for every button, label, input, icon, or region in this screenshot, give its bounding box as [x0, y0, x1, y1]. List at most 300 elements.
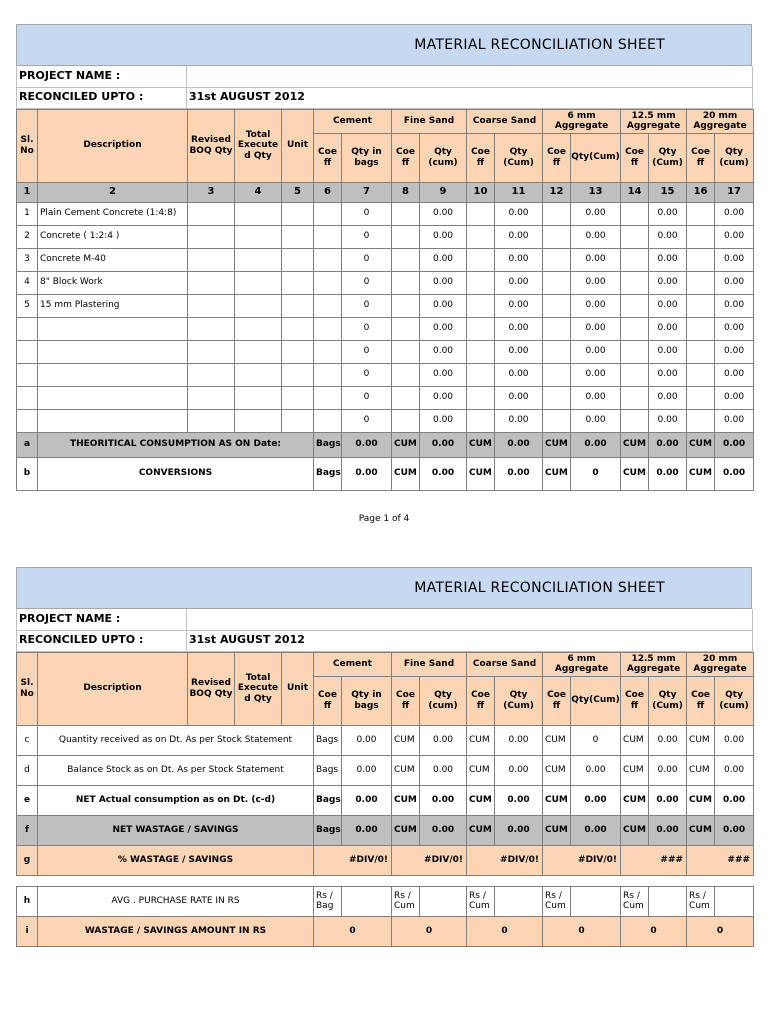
item-qty-coarse[interactable]: 0.00: [495, 386, 543, 409]
item-row: [17, 294, 754, 317]
description-header: Description: [38, 109, 188, 182]
summary-value[interactable]: 0.00: [571, 815, 621, 845]
item-coeff[interactable]: [621, 340, 649, 363]
item-coeff[interactable]: [314, 294, 342, 317]
summary-value[interactable]: 0: [571, 457, 621, 490]
item-coeff[interactable]: [687, 294, 715, 317]
item-qty-agg12[interactable]: 0.00: [649, 317, 687, 340]
item-qty-fine[interactable]: 0.00: [420, 271, 467, 294]
summary-value[interactable]: ###: [687, 845, 754, 875]
item-coeff[interactable]: [543, 248, 571, 271]
item-qty-fine[interactable]: 0.00: [420, 409, 467, 432]
item-coeff[interactable]: [621, 225, 649, 248]
item-coeff[interactable]: [314, 340, 342, 363]
coeff-header: Coe ff: [314, 133, 342, 182]
item-total-executed[interactable]: [235, 271, 282, 294]
row-g-wastage-percent: [17, 845, 754, 875]
coeff-header: Coe ff: [621, 676, 649, 725]
column-number: 14: [621, 182, 649, 202]
item-description[interactable]: [38, 386, 188, 409]
item-row: [17, 271, 754, 294]
summary-unit: CUM: [392, 457, 420, 490]
item-revised-boq[interactable]: [188, 225, 235, 248]
item-qty-coarse[interactable]: 0.00: [495, 271, 543, 294]
coeff-header: Coe ff: [687, 676, 715, 725]
column-number: 7: [342, 182, 392, 202]
item-unit[interactable]: [282, 202, 314, 225]
fine-sand-header: Fine Sand: [392, 652, 467, 676]
summary-value[interactable]: 0.00: [571, 785, 621, 815]
item-qty-cement[interactable]: 0: [342, 225, 392, 248]
item-qty-agg12[interactable]: 0.00: [649, 294, 687, 317]
item-description[interactable]: [38, 340, 188, 363]
summary-unit: CUM: [543, 457, 571, 490]
item-coeff[interactable]: [467, 409, 495, 432]
item-qty-agg20[interactable]: 0.00: [715, 386, 754, 409]
item-coeff[interactable]: [543, 294, 571, 317]
item-unit[interactable]: [282, 386, 314, 409]
item-qty-agg6[interactable]: 0.00: [571, 317, 621, 340]
item-description[interactable]: Plain Cement Concrete (1:4:8): [38, 202, 188, 225]
summary-unit: CUM: [687, 815, 715, 845]
item-qty-coarse[interactable]: 0.00: [495, 340, 543, 363]
summary-value[interactable]: 0.00: [495, 815, 543, 845]
reconciled-upto-value[interactable]: 31st AUGUST 2012: [187, 630, 753, 651]
summary-value[interactable]: 0.00: [571, 755, 621, 785]
item-sl: [17, 409, 38, 432]
item-sl: [17, 363, 38, 386]
item-coeff[interactable]: [467, 340, 495, 363]
fine-sand-header: Fine Sand: [392, 109, 467, 133]
sheet-title-bar: [16, 567, 752, 609]
item-sl: [17, 386, 38, 409]
item-coeff[interactable]: [392, 317, 420, 340]
item-coeff[interactable]: [314, 202, 342, 225]
item-coeff[interactable]: [467, 248, 495, 271]
item-qty-fine[interactable]: 0.00: [420, 340, 467, 363]
reconciled-upto-label: RECONCILED UPTO :: [17, 630, 187, 651]
summary-value[interactable]: 0.00: [495, 785, 543, 815]
summary-value[interactable]: 0.00: [715, 815, 754, 845]
item-unit[interactable]: [282, 317, 314, 340]
summary-unit: Bags: [314, 815, 342, 845]
item-sl: 5: [17, 294, 38, 317]
summary-value[interactable]: 0.00: [420, 457, 467, 490]
coeff-header: Coe ff: [621, 133, 649, 182]
summary-value[interactable]: 0: [392, 916, 467, 946]
summary-value[interactable]: ###: [621, 845, 687, 875]
summary-value[interactable]: 0.00: [649, 755, 687, 785]
item-coeff[interactable]: [392, 409, 420, 432]
item-sl: 1: [17, 202, 38, 225]
item-coeff[interactable]: [314, 248, 342, 271]
column-number: 6: [314, 182, 342, 202]
description-header: Description: [38, 652, 188, 725]
item-coeff[interactable]: [314, 271, 342, 294]
summary-value[interactable]: 0.00: [420, 815, 467, 845]
item-qty-cement[interactable]: 0: [342, 271, 392, 294]
item-coeff[interactable]: [687, 225, 715, 248]
item-description[interactable]: [38, 363, 188, 386]
cement-header: Cement: [314, 652, 392, 676]
item-revised-boq[interactable]: [188, 202, 235, 225]
item-coeff[interactable]: [621, 248, 649, 271]
item-coeff[interactable]: [314, 363, 342, 386]
row-i-savings-amount: [17, 916, 754, 946]
item-coeff[interactable]: [543, 225, 571, 248]
summary-desc: NET WASTAGE / SAVINGS: [38, 815, 314, 845]
item-qty-agg6[interactable]: 0.00: [571, 202, 621, 225]
item-qty-coarse[interactable]: 0.00: [495, 202, 543, 225]
summary-value[interactable]: 0.00: [495, 457, 543, 490]
item-description[interactable]: Concrete M-40: [38, 248, 188, 271]
item-qty-agg6[interactable]: 0.00: [571, 271, 621, 294]
item-qty-agg12[interactable]: 0.00: [649, 363, 687, 386]
item-qty-agg12[interactable]: 0.00: [649, 340, 687, 363]
item-qty-agg20[interactable]: 0.00: [715, 294, 754, 317]
summary-value[interactable]: 0.00: [715, 755, 754, 785]
item-qty-coarse[interactable]: 0.00: [495, 294, 543, 317]
item-row: [17, 317, 754, 340]
rate-unit: Rs / Cum: [467, 886, 495, 916]
item-qty-agg6[interactable]: 0.00: [571, 225, 621, 248]
summary-value[interactable]: 0.00: [649, 457, 687, 490]
item-coeff[interactable]: [392, 271, 420, 294]
item-qty-agg6[interactable]: 0.00: [571, 363, 621, 386]
summary-row-a: [17, 432, 754, 457]
item-qty-fine[interactable]: 0.00: [420, 363, 467, 386]
unit-header: Unit: [282, 109, 314, 182]
item-qty-cement[interactable]: 0: [342, 294, 392, 317]
rate-unit: Rs / Cum: [543, 886, 571, 916]
item-row: [17, 386, 754, 409]
summary-desc: THEORITICAL CONSUMPTION AS ON Date:: [38, 432, 314, 457]
item-description[interactable]: 8" Block Work: [38, 271, 188, 294]
coeff-header: Coe ff: [543, 676, 571, 725]
summary-value[interactable]: 0.00: [342, 432, 392, 457]
summary-value[interactable]: 0: [543, 916, 621, 946]
summary-value[interactable]: 0.00: [715, 785, 754, 815]
summary-unit: CUM: [621, 815, 649, 845]
qty-header: Qty (Cum): [495, 676, 543, 725]
summary-value[interactable]: 0.00: [342, 815, 392, 845]
item-coeff[interactable]: [392, 225, 420, 248]
item-coeff[interactable]: [543, 409, 571, 432]
rate-value[interactable]: [342, 886, 392, 916]
summary-value[interactable]: 0.00: [420, 725, 467, 755]
item-coeff[interactable]: [392, 202, 420, 225]
qty-header: Qty (cum): [420, 676, 467, 725]
summary-unit: Bags: [314, 755, 342, 785]
item-coeff[interactable]: [314, 225, 342, 248]
summary-unit: CUM: [621, 457, 649, 490]
summary-value[interactable]: 0.00: [495, 755, 543, 785]
summary-value[interactable]: 0.00: [342, 785, 392, 815]
summary-unit: CUM: [392, 785, 420, 815]
item-total-executed[interactable]: [235, 202, 282, 225]
item-qty-agg6[interactable]: 0.00: [571, 294, 621, 317]
summary-value[interactable]: 0.00: [715, 457, 754, 490]
summary-value[interactable]: #DIV/0!: [314, 845, 392, 875]
coarse-sand-header: Coarse Sand: [467, 109, 543, 133]
summary-value[interactable]: #DIV/0!: [392, 845, 467, 875]
sl-no-header: Sl. No: [17, 652, 38, 725]
item-revised-boq[interactable]: [188, 317, 235, 340]
summary-value[interactable]: 0.00: [649, 785, 687, 815]
item-unit[interactable]: [282, 363, 314, 386]
summary-value[interactable]: 0: [571, 725, 621, 755]
item-revised-boq[interactable]: [188, 294, 235, 317]
item-coeff[interactable]: [621, 409, 649, 432]
coarse-sand-header: Coarse Sand: [467, 652, 543, 676]
item-qty-coarse[interactable]: 0.00: [495, 317, 543, 340]
rate-value[interactable]: [649, 886, 687, 916]
item-qty-agg12[interactable]: 0.00: [649, 386, 687, 409]
item-qty-fine[interactable]: 0.00: [420, 317, 467, 340]
summary-value[interactable]: 0.00: [420, 755, 467, 785]
summary-unit: CUM: [687, 725, 715, 755]
item-coeff[interactable]: [621, 294, 649, 317]
summary-value[interactable]: 0.00: [649, 725, 687, 755]
summary-value[interactable]: 0.00: [342, 457, 392, 490]
item-qty-agg6[interactable]: 0.00: [571, 340, 621, 363]
item-coeff[interactable]: [392, 363, 420, 386]
item-description[interactable]: [38, 409, 188, 432]
item-unit[interactable]: [282, 225, 314, 248]
item-coeff[interactable]: [467, 225, 495, 248]
item-coeff[interactable]: [621, 271, 649, 294]
item-coeff[interactable]: [687, 340, 715, 363]
item-qty-fine[interactable]: 0.00: [420, 225, 467, 248]
item-total-executed[interactable]: [235, 248, 282, 271]
summary-unit: CUM: [621, 755, 649, 785]
item-unit[interactable]: [282, 409, 314, 432]
item-qty-agg12[interactable]: 0.00: [649, 248, 687, 271]
item-coeff[interactable]: [687, 248, 715, 271]
item-qty-agg20[interactable]: 0.00: [715, 409, 754, 432]
item-coeff[interactable]: [392, 248, 420, 271]
item-qty-coarse[interactable]: 0.00: [495, 225, 543, 248]
item-coeff[interactable]: [392, 340, 420, 363]
item-total-executed[interactable]: [235, 386, 282, 409]
item-revised-boq[interactable]: [188, 248, 235, 271]
item-description[interactable]: Concrete ( 1:2:4 ): [38, 225, 188, 248]
summary-value[interactable]: 0.00: [715, 725, 754, 755]
item-coeff[interactable]: [314, 386, 342, 409]
item-total-executed[interactable]: [235, 363, 282, 386]
project-name-value[interactable]: [187, 609, 753, 630]
summary-value[interactable]: 0.00: [495, 432, 543, 457]
item-sl: 3: [17, 248, 38, 271]
item-qty-cement[interactable]: 0: [342, 248, 392, 271]
item-coeff[interactable]: [687, 409, 715, 432]
item-coeff[interactable]: [543, 386, 571, 409]
project-name-value[interactable]: [187, 66, 753, 87]
item-qty-fine[interactable]: 0.00: [420, 248, 467, 271]
project-info-table: [16, 609, 753, 652]
summary-value[interactable]: #DIV/0!: [467, 845, 543, 875]
item-coeff[interactable]: [467, 363, 495, 386]
item-revised-boq[interactable]: [188, 409, 235, 432]
item-coeff[interactable]: [467, 202, 495, 225]
reconciled-upto-value[interactable]: 31st AUGUST 2012: [187, 87, 753, 108]
summary-value[interactable]: 0.00: [571, 432, 621, 457]
item-qty-cement[interactable]: 0: [342, 386, 392, 409]
item-coeff[interactable]: [621, 202, 649, 225]
summary-value[interactable]: 0: [687, 916, 754, 946]
qty-header: Qty (Cum): [495, 133, 543, 182]
item-unit[interactable]: [282, 340, 314, 363]
item-qty-coarse[interactable]: 0.00: [495, 409, 543, 432]
qty-header: Qty(Cum): [571, 676, 621, 725]
summary-sl: c: [17, 725, 38, 755]
qty-header: Qty (cum): [715, 676, 754, 725]
qty-header: Qty (cum): [420, 133, 467, 182]
item-qty-agg20[interactable]: 0.00: [715, 225, 754, 248]
item-coeff[interactable]: [314, 317, 342, 340]
qty-bags-header: Qty in bags: [342, 676, 392, 725]
item-qty-coarse[interactable]: 0.00: [495, 363, 543, 386]
item-description[interactable]: 15 mm Plastering: [38, 294, 188, 317]
item-qty-agg20[interactable]: 0.00: [715, 363, 754, 386]
rate-value[interactable]: [420, 886, 467, 916]
item-qty-cement[interactable]: 0: [342, 363, 392, 386]
item-unit[interactable]: [282, 271, 314, 294]
coeff-header: Coe ff: [543, 133, 571, 182]
item-description[interactable]: [38, 317, 188, 340]
item-coeff[interactable]: [392, 294, 420, 317]
item-qty-agg20[interactable]: 0.00: [715, 271, 754, 294]
item-qty-agg12[interactable]: 0.00: [649, 225, 687, 248]
item-revised-boq[interactable]: [188, 363, 235, 386]
item-total-executed[interactable]: [235, 317, 282, 340]
summary-value[interactable]: 0: [621, 916, 687, 946]
item-coeff[interactable]: [467, 271, 495, 294]
summary-sl: g: [17, 845, 38, 875]
item-qty-agg12[interactable]: 0.00: [649, 271, 687, 294]
item-qty-agg20[interactable]: 0.00: [715, 317, 754, 340]
item-coeff[interactable]: [621, 386, 649, 409]
item-qty-cement[interactable]: 0: [342, 409, 392, 432]
summary-value[interactable]: #DIV/0!: [543, 845, 621, 875]
item-coeff[interactable]: [543, 271, 571, 294]
item-coeff[interactable]: [467, 317, 495, 340]
summary-value[interactable]: 0: [314, 916, 392, 946]
item-qty-agg20[interactable]: 0.00: [715, 340, 754, 363]
item-coeff[interactable]: [467, 294, 495, 317]
summary-desc: Quantity received as on Dt. As per Stock Statement: [38, 725, 314, 755]
summary-value[interactable]: 0.00: [420, 785, 467, 815]
item-revised-boq[interactable]: [188, 340, 235, 363]
item-qty-fine[interactable]: 0.00: [420, 202, 467, 225]
column-number: 16: [687, 182, 715, 202]
item-revised-boq[interactable]: [188, 271, 235, 294]
summary-sl: d: [17, 755, 38, 785]
item-qty-coarse[interactable]: 0.00: [495, 248, 543, 271]
page-number: Page 1 of 4: [358, 514, 410, 524]
qty-header: Qty (cum): [715, 133, 754, 182]
summary-unit: CUM: [543, 432, 571, 457]
summary-sl: f: [17, 815, 38, 845]
item-coeff[interactable]: [543, 317, 571, 340]
item-coeff[interactable]: [621, 317, 649, 340]
item-qty-fine[interactable]: 0.00: [420, 386, 467, 409]
item-coeff[interactable]: [687, 202, 715, 225]
item-coeff[interactable]: [543, 363, 571, 386]
item-coeff[interactable]: [687, 363, 715, 386]
item-qty-agg6[interactable]: 0.00: [571, 386, 621, 409]
summary-value[interactable]: 0.00: [715, 432, 754, 457]
summary-unit: CUM: [543, 785, 571, 815]
item-coeff[interactable]: [687, 271, 715, 294]
item-sl: [17, 340, 38, 363]
item-coeff[interactable]: [621, 363, 649, 386]
item-coeff[interactable]: [392, 386, 420, 409]
summary-unit: CUM: [467, 815, 495, 845]
item-coeff[interactable]: [543, 340, 571, 363]
summary-value[interactable]: 0: [467, 916, 543, 946]
item-qty-agg20[interactable]: 0.00: [715, 202, 754, 225]
column-number: 8: [392, 182, 420, 202]
item-coeff[interactable]: [687, 386, 715, 409]
item-qty-cement[interactable]: 0: [342, 202, 392, 225]
column-number: 13: [571, 182, 621, 202]
item-qty-agg6[interactable]: 0.00: [571, 409, 621, 432]
item-qty-agg12[interactable]: 0.00: [649, 202, 687, 225]
item-coeff[interactable]: [687, 317, 715, 340]
item-total-executed[interactable]: [235, 340, 282, 363]
item-unit[interactable]: [282, 248, 314, 271]
item-total-executed[interactable]: [235, 294, 282, 317]
project-name-label: PROJECT NAME :: [17, 66, 187, 87]
item-qty-cement[interactable]: 0: [342, 317, 392, 340]
column-number: 17: [715, 182, 754, 202]
item-qty-agg12[interactable]: 0.00: [649, 409, 687, 432]
summary-unit: CUM: [467, 432, 495, 457]
summary-value[interactable]: 0.00: [495, 725, 543, 755]
item-coeff[interactable]: [314, 409, 342, 432]
item-qty-fine[interactable]: 0.00: [420, 294, 467, 317]
summary-value[interactable]: 0.00: [342, 725, 392, 755]
summary-unit: CUM: [621, 725, 649, 755]
item-coeff[interactable]: [467, 386, 495, 409]
item-qty-agg20[interactable]: 0.00: [715, 248, 754, 271]
column-number: 12: [543, 182, 571, 202]
item-qty-cement[interactable]: 0: [342, 340, 392, 363]
summary-value[interactable]: 0.00: [420, 432, 467, 457]
item-row: [17, 409, 754, 432]
summary-value[interactable]: 0.00: [649, 432, 687, 457]
rate-unit: Rs / Cum: [687, 886, 715, 916]
item-coeff[interactable]: [543, 202, 571, 225]
agg-12mm-header: 12.5 mm Aggregate: [621, 109, 687, 133]
item-unit[interactable]: [282, 294, 314, 317]
rate-value[interactable]: [495, 886, 543, 916]
item-revised-boq[interactable]: [188, 386, 235, 409]
sheet-page-1: [16, 24, 752, 491]
coeff-header: Coe ff: [467, 133, 495, 182]
summary-unit: CUM: [543, 815, 571, 845]
qty-bags-header: Qty in bags: [342, 133, 392, 182]
summary-value[interactable]: 0.00: [342, 755, 392, 785]
summary-value[interactable]: 0.00: [649, 815, 687, 845]
rate-value[interactable]: [571, 886, 621, 916]
item-total-executed[interactable]: [235, 409, 282, 432]
item-qty-agg6[interactable]: 0.00: [571, 248, 621, 271]
summary-unit: Bags: [314, 457, 342, 490]
item-total-executed[interactable]: [235, 225, 282, 248]
rate-value[interactable]: [715, 886, 754, 916]
